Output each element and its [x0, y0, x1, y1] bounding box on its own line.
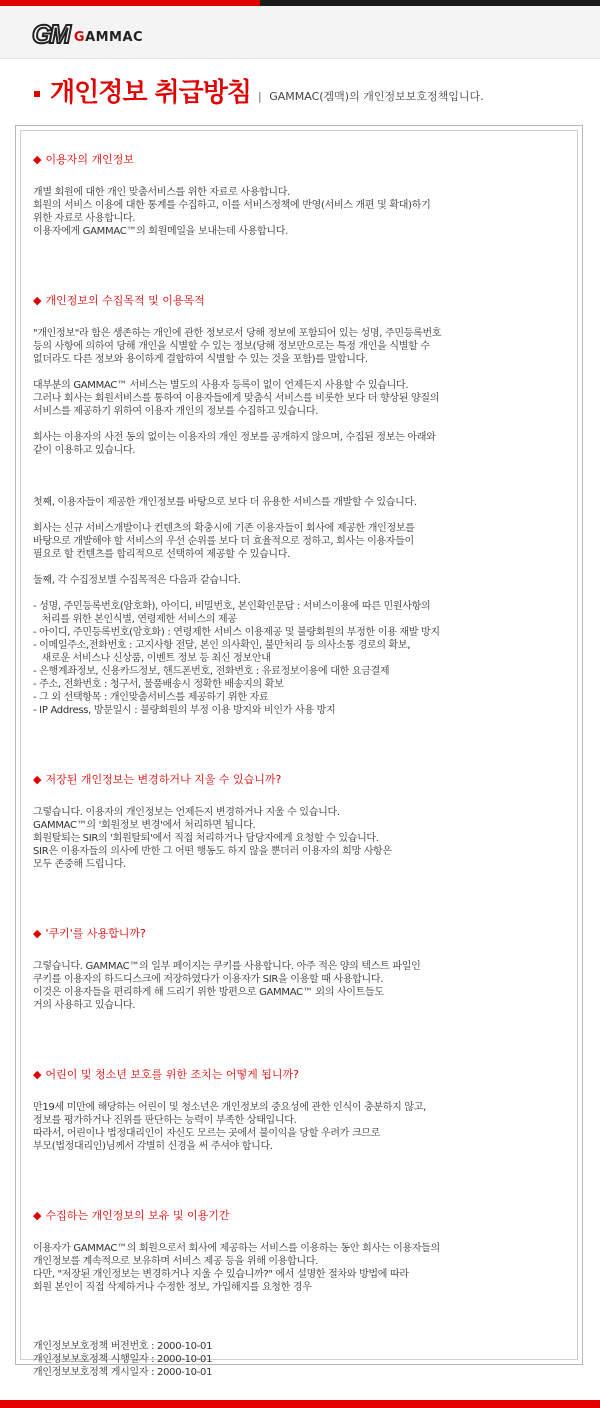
section-heading [33, 1209, 573, 1223]
diamond-icon: ◆ [33, 1068, 42, 1081]
section-paragraph: 그렇습니다. GAMMAC™의 일부 페이지는 쿠키를 사용합니다. 아주 적은 양의 텍스트 파일인 쿠키를 이용자의 하드디스크에 저장하였다가 이용자가 SIR을 이용할 때 사용합니다. 이것은 이용자들을 편리하게 해 드리기 위한 방편으로 GAMMAC™ 외의 사이트들도 거의 사용하고 있습니다. [33, 961, 421, 1011]
section-heading-text: 수집하는 개인정보의 보유 및 이용기간 [45, 1209, 230, 1222]
policy-info-line: 개인정보보호정책 버전번호 : 2000-10-01 [33, 1341, 213, 1352]
diamond-icon: ◆ [33, 294, 42, 307]
policy-info-line: 개인정보보호정책 게시일자 : 2000-10-01 [33, 1367, 213, 1378]
section-paragraph: 개별 회원에 대한 개인 맞춤서비스를 위한 자료로 사용합니다. 회원의 서비스 이용에 대한 통계를 수집하고, 이를 서비스정책에 반영(서비스 개편 및 확대)하기 위한 자료로 사용합니다. 이용자에게 GAMMAC™의 회원메일을 보내는데 사용합니다. [33, 187, 431, 237]
section-paragraph: 둘째, 각 수집정보별 수집목적은 다음과 같습니다. [33, 575, 241, 586]
logo-wordmark: GAMMAC [73, 30, 144, 45]
section-heading [33, 294, 573, 308]
page-subtitle-text: GAMMAC(겜맥)의 개인정보보호정책입니다. [269, 90, 484, 103]
list-item: - 아이디, 주민등록번호(암호화) : 연령제한 서비스 이용제공 및 불량회원의 부정한 이용 재발 방지 [33, 627, 440, 638]
list-item: - 그 외 선택항목 : 개인맞춤서비스를 제공하기 위한 자료 [33, 692, 269, 703]
policy-section [33, 773, 573, 871]
diamond-icon: ◆ [33, 773, 42, 786]
section-heading-text: 저장된 개인정보는 변경하거나 지울 수 있습니까? [45, 773, 282, 786]
section-paragraph: 첫째, 이용자들이 제공한 개인정보를 바탕으로 보다 더 유용한 서비스를 개발할 수 있습니다. [33, 497, 417, 508]
policy-box [15, 125, 583, 1378]
page-subtitle [258, 88, 484, 104]
policy-section [33, 294, 573, 717]
collection-purpose-list [33, 600, 573, 717]
policy-section [33, 927, 573, 1012]
section-paragraph: 대부분의 GAMMAC™ 서비스는 별도의 사용자 등록이 없이 언제든지 사용할 수 있습니다. 그러나 회사는 회원서비스를 통하여 이용자들에게 맞춤식 서비스를 비롯한 보다 더 향상된 양질의 서비스를 제공하기 위하여 이용자 개인의 정보를 수집하고 있습니다. [33, 380, 440, 417]
site-header [0, 6, 600, 59]
list-item: - 성명, 주민등록번호(암호화), 아이디, 비밀번호, 본인확인문답 : 서비스이용에 따른 민원사항의 처리를 위한 본인식별, 연령제한 서비스의 제공 [33, 601, 431, 625]
section-heading-text: 개인정보의 수집목적 및 이용목적 [45, 294, 205, 307]
list-item: - IP Address, 방문일시 : 불량회원의 부정 이용 방지와 비인가 사용 방지 [33, 705, 336, 716]
section-heading-text: 어린이 및 청소년 보호를 위한 조치는 어떻게 됩니까? [45, 1068, 299, 1081]
logo-mark: GM [32, 19, 68, 49]
policy-section [33, 153, 573, 238]
policy-info-line: 개인정보보호정책 시행일자 : 2000-10-01 [33, 1354, 213, 1365]
section-heading-text: '쿠키'를 사용합니까? [45, 927, 146, 940]
diamond-icon: ◆ [33, 927, 42, 940]
policy-version-info [33, 1340, 573, 1379]
section-heading [33, 1068, 573, 1082]
diamond-icon: ◆ [33, 153, 42, 166]
list-item: - 주소, 전화번호 : 청구서, 물품배송시 정확한 배송지의 확보 [33, 679, 284, 690]
policy-box-inner [20, 130, 578, 1378]
section-paragraph: 이용자가 GAMMAC™의 회원으로서 회사에 제공하는 서비스를 이용하는 동안 회사는 이용자들의 개인정보를 계속적으로 보유하며 서비스 제공 등을 위해 이용합니다. 다만, "저장된 개인정보는 변경하거나 지울 수 있습니까?" 에서 설명한 절차와 방법에 따라 회원 본인이 직접 삭제하거나 수정한 정보, 가입해지를 요청한 경우 [33, 1243, 440, 1293]
page-title: 개인정보 취급방침 [50, 78, 251, 108]
gammac-logo[interactable] [32, 19, 144, 49]
section-paragraph: 회사는 이용자의 사전 동의 없이는 이용자의 개인 정보를 공개하지 않으며, 수집된 정보는 아래와 같이 이용하고 있습니다. [33, 432, 436, 456]
section-heading [33, 153, 573, 167]
list-item: - 이메일주소,전화번호 : 고지사항 전달, 본인 의사확인, 불만처리 등 의사소통 경로의 확보, 새로운 서비스나 신상품, 이벤트 정보 등 최신 정보안내 [33, 640, 411, 664]
policy-section [33, 1068, 573, 1153]
title-separator: | [258, 90, 262, 103]
section-heading-text: 이용자의 개인정보 [45, 153, 134, 166]
section-heading [33, 773, 573, 787]
policy-section [33, 1209, 573, 1294]
title-bullet-icon [34, 91, 40, 97]
section-paragraph: 만19세 미만에 해당하는 어린이 및 청소년은 개인정보의 중요성에 관한 인식이 충분하지 않고, 정보를 평가하거나 진위를 판단하는 능력이 부족한 상태입니다. 따라서, 어린이나 법정대리인이 자신도 모르는 곳에서 불이익을 당할 우려가 크므로 부모(법정대리인)님께서 각별히 신경을 써 주셔야 합니다. [33, 1102, 426, 1152]
section-heading [33, 927, 573, 941]
section-paragraph: 그렇습니다. 이용자의 개인정보는 언제든지 변경하거나 지울 수 있습니다. GAMMAC™의 '회원정보 변경'에서 처리하면 됩니다. 회원탈퇴는 SIR의 '회원탈퇴'에서 직접 처리하거나 담당자에게 요청할 수 있습니다. SIR은 이용자들의 의사에 반한 그 어떤 행동도 하지 않을 뿐더러 이용자의 희망 사항은 모두 존중해 드립니다. [33, 807, 392, 870]
diamond-icon: ◆ [33, 1209, 42, 1222]
page-title-row [34, 72, 574, 112]
policy-content [33, 153, 573, 1379]
section-paragraph: 회사는 신규 서비스개발이나 컨텐츠의 확충시에 기존 이용자들이 회사에 제공한 개인정보를 바탕으로 개발해야 할 서비스의 우선 순위를 보다 더 효율적으로 정하고, 회사는 이용자들이 필요로 할 컨텐츠를 합리적으로 선택하여 제공할 수 있습니다. [33, 523, 415, 560]
list-item: - 은행계좌정보, 신용카드정보, 핸드폰번호, 전화번호 : 유료정보이용에 대한 요금결제 [33, 666, 390, 677]
section-paragraph: "개인정보"라 함은 생존하는 개인에 관한 정보로서 당해 정보에 포함되어 있는 성명, 주민등록번호 등의 사항에 의하여 당해 개인을 식별할 수 있는 정보(당해 정보만으로는 특정 개인을 식별할 수 없더라도 다른 정보와 용이하게 결합하여 식별할 수 있는 것을 포함)를 말합니다. [33, 328, 442, 365]
bottom-bar [0, 1400, 600, 1408]
